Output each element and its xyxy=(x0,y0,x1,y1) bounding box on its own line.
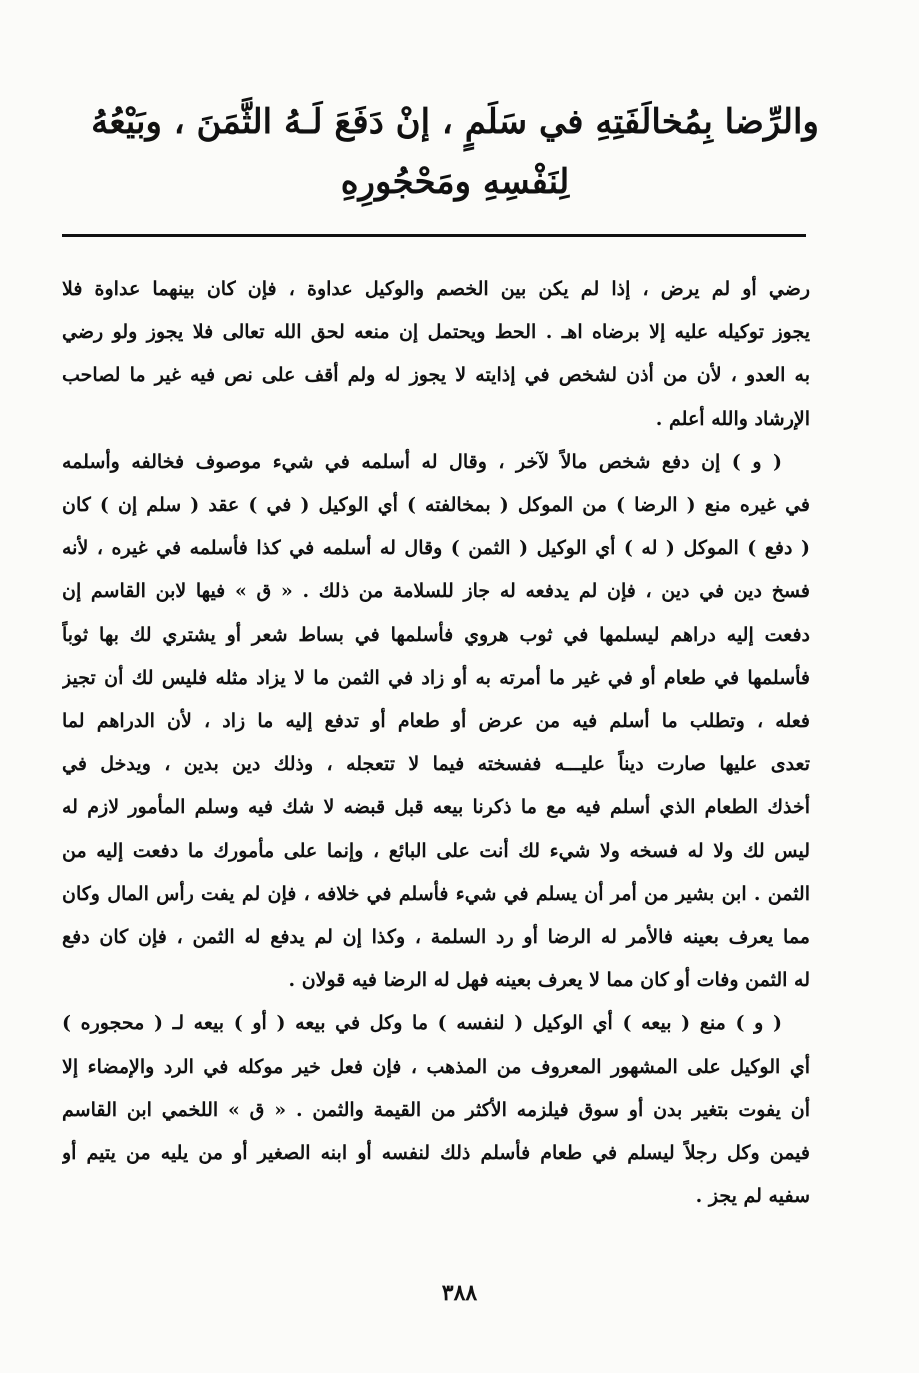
text-line: فيمن وكل رجلاً ليسلم في طعام فأسلم ذلك لنفسه أو ابنه الصغير أو من يليه من يتيم أو xyxy=(62,1142,810,1165)
text-line: له الثمن وفات أو كان مما لا يعرف بعينه فهل له الرضا فيه قولان . xyxy=(288,969,810,992)
heading-divider xyxy=(62,234,806,237)
text-line: رضي أو لم يرض ، إذا لم يكن بين الخصم والوكيل عداوة ، فإن كان بينهما عداوة فلا xyxy=(62,278,810,300)
text-line: فأسلمها في طعام أو في غير ما أمرته به أو زاد في الثمن ما لا يزاد مثله فليس لك أن تجيز xyxy=(62,666,810,689)
text-line: تعدى عليها صارت ديناً عليـــه ففسخته فيما لا تتعجله ، وذلك دين بدين ، ويدخل في xyxy=(62,753,810,776)
text-line: مما يعرف بعينه فالأمر له الرضا أو رد السلمة ، وكذا إن لم يدفع له الثمن ، فإن كان دفع xyxy=(62,926,810,949)
text-line: الإرشاد والله أعلم . xyxy=(655,407,810,430)
text-line: أن يفوت بتغير بدن أو سوق فيلزمه الأكثر من القيمة والثمن . « ق » اللخمي ابن القاسم xyxy=(62,1098,810,1121)
text-line: يجوز توكيله عليه إلا برضاه اهـ . الحط ويحتمل إن منعه لحق الله تعالى فلا يجوز ولو رضي xyxy=(62,321,810,344)
heading-line-2: لِنَفْسِهِ ومَحْجُورِهِ xyxy=(340,162,570,202)
text-line: ( و ) إن دفع شخص مالاً لآخر ، وقال له أسلمه في شيء موصوف فخالفه وأسلمه xyxy=(62,450,782,473)
text-line: ليس لك ولا له فسخه ولا شيء لك أنت على البائع ، وإنما على مأمورك ما دفعت إليه من xyxy=(62,839,810,862)
heading-line-1: والرِّضا بِمُخالَفَتِهِ في سَلَمٍ ، إنْ دَفَعَ لَـهُ الثَّمَنَ ، وبَيْعُهُ xyxy=(91,102,819,142)
chapter-heading xyxy=(60,92,850,212)
text-line: أي الوكيل على المشهور المعروف من المذهب ، فإن فعل خير موكله في الرد والإمضاء إلا xyxy=(62,1055,810,1078)
text-line: دفعت إليه دراهم ليسلمها في ثوب هروي فأسلمها في بساط شعر أو يشتري لك بها ثوباً xyxy=(62,623,810,646)
text-line: أخذك الطعام الذي أسلم فيه مع ما ذكرنا بيعه قبل قبضه لا شك فيه وسلم المأمور لازم له xyxy=(62,796,810,819)
text-line: الثمن . ابن بشير من أمر أن يسلم في شيء فأسلم في خلافه ، فإن لم يفت رأس المال وكان xyxy=(62,882,810,905)
text-line: في غيره منع ( الرضا ) من الموكل ( بمخالفته ) أي الوكيل ( في ) عقد ( سلم إن ) كان xyxy=(62,494,810,517)
text-line: فسخ دين في دين ، فإن لم يدفعه له جاز للسلامة من ذلك . « ق » فيها لابن القاسم إن xyxy=(62,580,810,603)
text-line: به العدو ، لأن من أذن لشخص في إذايته لا يجوز له ولم أقف على نص فيه غير ما لصاحب xyxy=(62,364,810,387)
text-line: فعله ، وتطلب ما أسلم فيه من عرض أو طعام أو تدفع إليه ما زاد ، لأن الدراهم لما xyxy=(62,710,810,733)
text-line: سفيه لم يجز . xyxy=(695,1185,810,1208)
text-line: ( و ) منع ( بيعه ) أي الوكيل ( لنفسه ) ما وكل في بيعه ( أو ) بيعه لـ ( محجوره ) xyxy=(62,1012,782,1035)
text-line: ( دفع ) الموكل ( له ) أي الوكيل ( الثمن ) وقال له أسلمه في كذا فأسلمه في غيره ، لأنه xyxy=(62,537,810,560)
commentary-text xyxy=(62,268,810,1218)
page-number: ٣٨٨ xyxy=(441,1280,478,1306)
